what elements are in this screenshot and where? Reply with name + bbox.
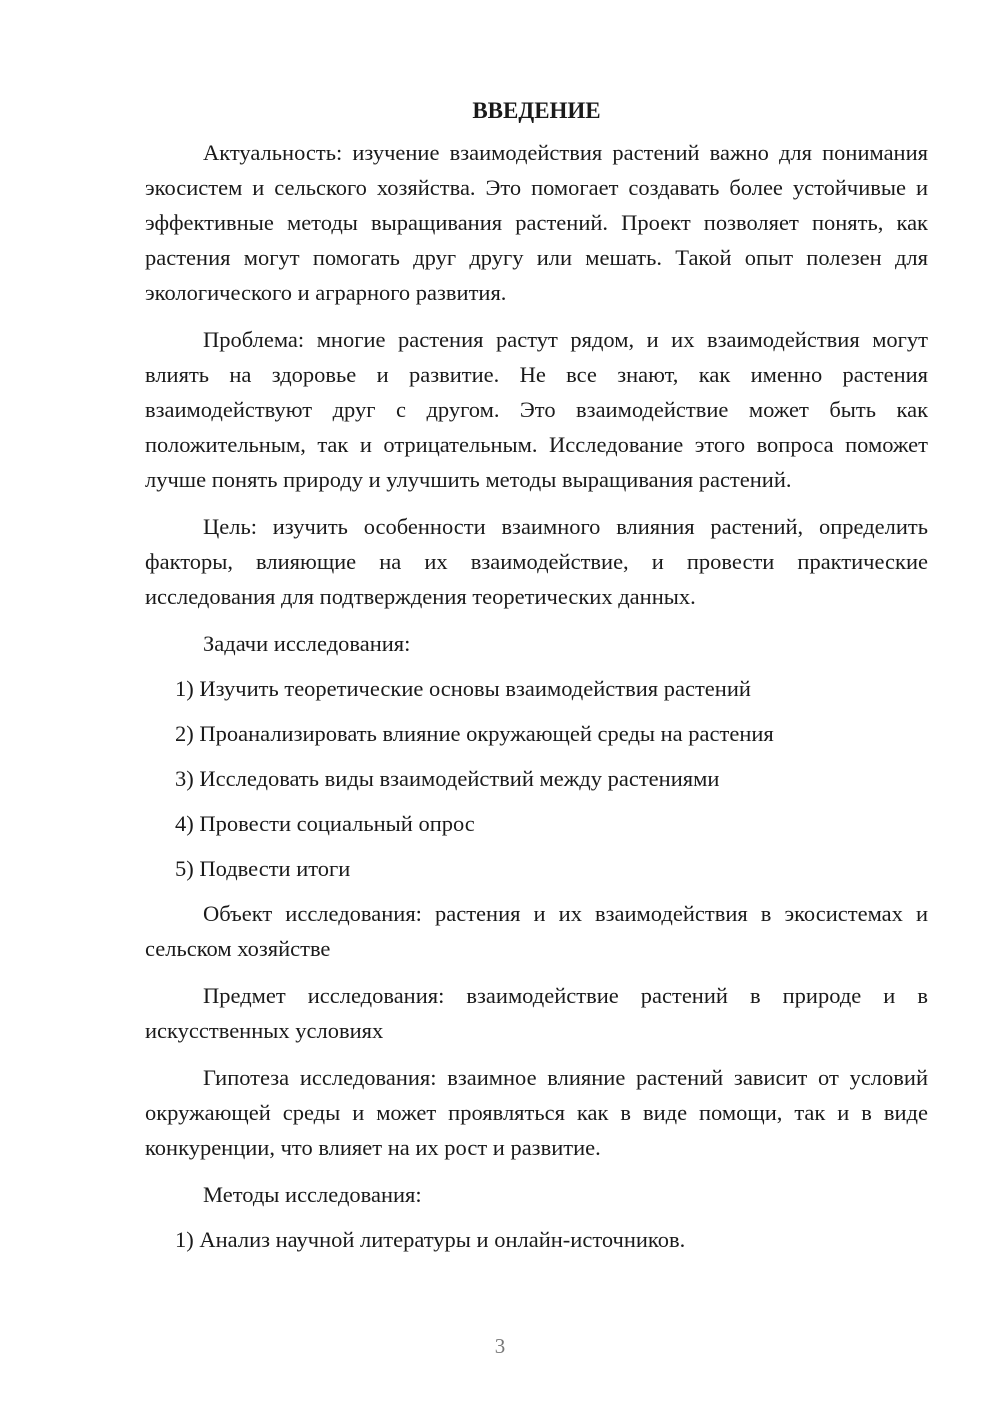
methods-list [145, 1222, 928, 1257]
paragraph-object: Объект исследования: растения и их взаимодействия в экосистемах и сельском хозяйстве [145, 901, 928, 961]
paragraph-problem: Проблема: многие растения растут рядом, и их взаимодействия могут влиять на здоровье и развитие. Не все знают, как именно растения взаимодействуют друг с другом. Это взаимодействие может быть как положительным, так и отрицательным. Исследование этого вопроса поможет лучше понять природу и улучшить методы выращивания растений. [145, 327, 928, 492]
page-number: 3 [494, 1334, 506, 1358]
document-page [145, 95, 928, 1267]
tasks-heading: Задачи исследования: [203, 631, 411, 656]
list-item: 1) Анализ научной литературы и онлайн-источников. [175, 1227, 686, 1252]
paragraph-subject: Предмет исследования: взаимодействие растений в природе и в искусственных условиях [145, 983, 928, 1043]
list-item: 3) Исследовать виды взаимодействий между растениями [175, 766, 720, 791]
tasks-list [145, 671, 928, 886]
page-title: ВВЕДЕНИЕ [472, 98, 601, 123]
list-item: 5) Подвести итоги [175, 856, 351, 881]
list-item: 1) Изучить теоретические основы взаимодействия растений [175, 676, 751, 701]
paragraph-relevance: Актуальность: изучение взаимодействия растений важно для понимания экосистем и сельского хозяйства. Это помогает создавать более устойчивые и эффективные методы выращивания растений. Проект позволяет понять, как растения могут помогать друг другу или мешать. Такой опыт полезен для экологического и аграрного развития. [145, 140, 928, 305]
list-item: 2) Проанализировать влияние окружающей среды на растения [175, 721, 774, 746]
methods-heading: Методы исследования: [203, 1182, 422, 1207]
paragraph-hypothesis: Гипотеза исследования: взаимное влияние растений зависит от условий окружающей среды и может проявляться как в виде помощи, так и в виде конкуренции, что влияет на их рост и развитие. [145, 1065, 928, 1160]
list-item: 4) Провести социальный опрос [175, 811, 475, 836]
paragraph-goal: Цель: изучить особенности взаимного влияния растений, определить факторы, влияющие на их взаимодействие, и провести практические исследования для подтверждения теоретических данных. [145, 514, 928, 609]
